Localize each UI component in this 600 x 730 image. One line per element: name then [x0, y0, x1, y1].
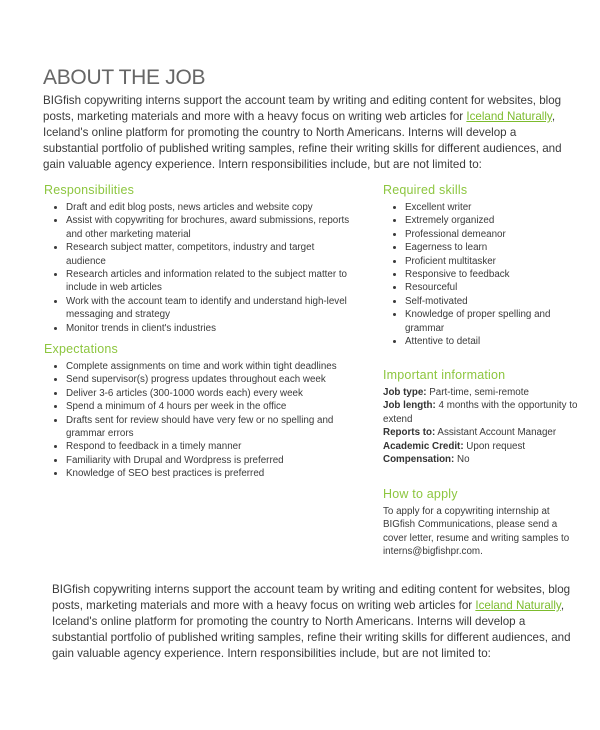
info-label: Reports to:	[383, 427, 436, 439]
list-item: • Research subject matter, competitors, industry and target audience	[66, 241, 354, 268]
skills-list	[383, 201, 573, 348]
info-row	[383, 399, 593, 426]
info-value: 4 months with the opportunity to extend	[383, 400, 578, 425]
how-to-apply-section	[383, 487, 573, 559]
list-item: • Knowledge of SEO best practices is preferred	[66, 467, 354, 480]
info-value: No	[454, 454, 470, 466]
list-item: • Resourceful	[405, 281, 573, 294]
list-item: • Professional demeanor	[405, 228, 573, 241]
list-item: • Spend a minimum of 4 hours per week in the office	[66, 400, 354, 413]
important-info-heading: Important information	[383, 368, 506, 382]
page-title: ABOUT THE JOB	[43, 66, 206, 89]
info-value: Assistant Account Manager	[435, 427, 557, 439]
important-info-section	[383, 368, 593, 466]
info-label: Compensation:	[383, 454, 455, 466]
expectations-list	[44, 360, 354, 481]
list-item: • Self-motivated	[405, 295, 573, 308]
list-item: • Extremely organized	[405, 214, 573, 227]
intro-paragraph	[43, 93, 573, 173]
info-row	[383, 453, 593, 466]
info-value: Upon request	[463, 440, 526, 452]
list-item: • Complete assignments on time and work within tight deadlines	[66, 360, 354, 373]
list-item: • Assist with copywriting for brochures, award submissions, reports and other marketing material	[66, 214, 354, 241]
info-value: Part-time, semi-remote	[426, 387, 529, 398]
responsibilities-list	[44, 201, 354, 335]
list-item: • Draft and edit blog posts, news articles and website copy	[66, 201, 354, 214]
important-info-list	[383, 386, 593, 466]
info-row	[383, 440, 593, 453]
list-item: • Monitor trends in client's industries	[66, 322, 354, 335]
list-item: • Knowledge of proper spelling and grammar	[405, 308, 573, 335]
info-row	[383, 386, 593, 399]
list-item: • Familiarity with Drupal and Wordpress is preferred	[66, 454, 354, 467]
info-row	[383, 426, 593, 439]
list-item: • Eagerness to learn	[405, 241, 573, 254]
skills-section	[383, 183, 573, 348]
intro-text-continued: , Iceland's online platform for promoting the country to North Americans. Interns will develop a substantial portfolio of published writing samples, refine their writing skills for different audiences, and gain valuable agency experience. Intern responsibilities include, but are not limited to:	[43, 110, 562, 171]
list-item: • Attentive to detail	[405, 335, 573, 348]
list-item: • Deliver 3-6 articles (300-1000 words each) every week	[66, 387, 354, 400]
intro-text: BIGfish copywriting interns support the account team by writing and editing content for websites, blog posts, marketing materials and more with a heavy focus on writing web articles for	[52, 583, 571, 612]
list-item: • Proficient multitasker	[405, 255, 573, 268]
intro-text: BIGfish copywriting interns support the account team by writing and editing content for websites, blog posts, marketing materials and more with a heavy focus on writing web articles for	[43, 94, 562, 123]
iceland-naturally-link[interactable]: Iceland Naturally	[466, 110, 552, 123]
intro-paragraph-repeat	[52, 582, 582, 662]
info-label: Job length:	[383, 400, 436, 412]
how-to-apply-text: To apply for a copywriting internship at BIGfish Communications, please send a cover letter, resume and writing samples to interns@bigfishpr.com.	[383, 506, 570, 558]
info-label: Job type:	[383, 387, 427, 398]
list-item: • Work with the account team to identify and understand high-level messaging and strategy	[66, 295, 354, 322]
skills-heading: Required skills	[383, 183, 468, 197]
info-label: Academic Credit:	[383, 440, 464, 452]
expectations-section	[44, 342, 354, 481]
expectations-heading: Expectations	[44, 342, 118, 356]
responsibilities-heading: Responsibilities	[44, 183, 135, 197]
intro-text-continued: , Iceland's online platform for promoting the country to North Americans. Interns will develop a substantial portfolio of published writing samples, refine their writing skills for different audiences, and gain valuable agency experience. Intern responsibilities include, but are not limited to:	[52, 599, 571, 660]
list-item: • Research articles and information related to the subject matter to include in web articles	[66, 268, 354, 295]
list-item: • Respond to feedback in a timely manner	[66, 440, 354, 453]
list-item: • Send supervisor(s) progress updates throughout each week	[66, 373, 354, 386]
how-to-apply-heading: How to apply	[383, 487, 458, 501]
iceland-naturally-link[interactable]: Iceland Naturally	[475, 599, 561, 612]
list-item: • Responsive to feedback	[405, 268, 573, 281]
list-item: • Drafts sent for review should have very few or no spelling and grammar errors	[66, 414, 354, 441]
responsibilities-section	[44, 183, 354, 335]
list-item: • Excellent writer	[405, 201, 573, 214]
